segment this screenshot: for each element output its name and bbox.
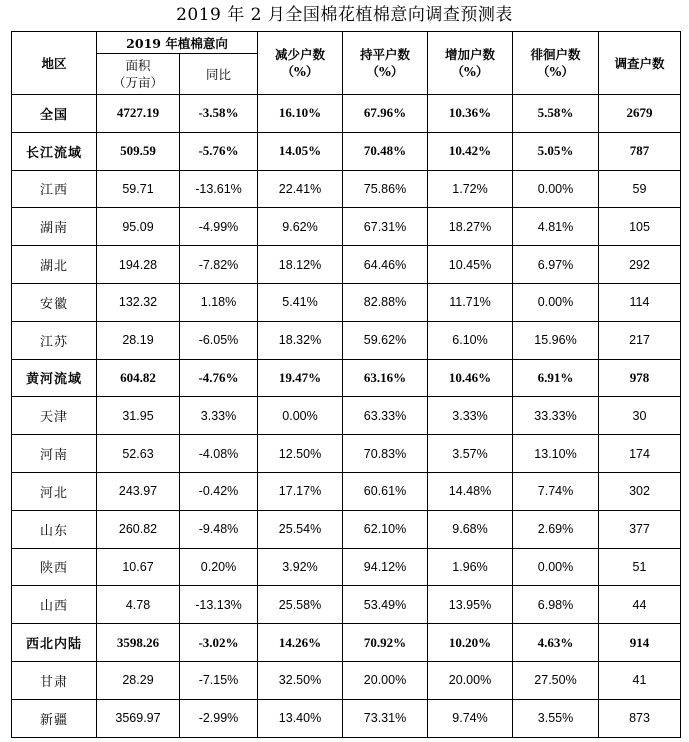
- cell-decrease: 17.17%: [258, 472, 343, 510]
- header-undecided-line2: （%）: [537, 64, 574, 79]
- cell-undecided: 0.00%: [513, 170, 599, 208]
- header-flat-line1: 持平户数: [359, 47, 410, 62]
- table-row: [12, 246, 681, 284]
- cell-flat: 94.12%: [343, 548, 428, 586]
- cell-yoy: 1.18%: [180, 283, 258, 321]
- cell-yoy: -5.76%: [180, 132, 258, 170]
- cell-undecided: 27.50%: [513, 661, 599, 699]
- cell-yoy: -2.99%: [180, 699, 258, 737]
- cell-increase: 10.45%: [428, 246, 513, 284]
- header-undecided-line1: 徘徊户数: [530, 47, 581, 62]
- cell-yoy: -6.05%: [180, 321, 258, 359]
- cell-yoy: -4.08%: [180, 435, 258, 473]
- cell-surveyed: 2679: [599, 95, 681, 133]
- cell-increase: 10.42%: [428, 132, 513, 170]
- cell-decrease: 14.05%: [258, 132, 343, 170]
- cell-increase: 6.10%: [428, 321, 513, 359]
- header-decrease: [258, 32, 343, 95]
- cell-yoy: 0.20%: [180, 548, 258, 586]
- header-flat: [343, 32, 428, 95]
- cell-yoy: 3.33%: [180, 397, 258, 435]
- cell-increase: 1.96%: [428, 548, 513, 586]
- cell-yoy: -13.61%: [180, 170, 258, 208]
- cell-surveyed: 59: [599, 170, 681, 208]
- cell-undecided: 5.05%: [513, 132, 599, 170]
- cell-region: 长江流域: [12, 132, 97, 170]
- header-increase: [428, 32, 513, 95]
- table-row: [12, 208, 681, 246]
- cell-increase: 10.20%: [428, 624, 513, 662]
- cell-area: 28.29: [97, 661, 180, 699]
- cell-yoy: -0.42%: [180, 472, 258, 510]
- cell-undecided: 6.91%: [513, 359, 599, 397]
- header-decrease-line2: （%）: [281, 64, 319, 79]
- cell-surveyed: 114: [599, 283, 681, 321]
- cell-undecided: 6.97%: [513, 246, 599, 284]
- cell-flat: 70.92%: [343, 624, 428, 662]
- header-yoy: [180, 54, 258, 95]
- cell-decrease: 25.54%: [258, 510, 343, 548]
- cell-yoy: -9.48%: [180, 510, 258, 548]
- cell-region: 湖南: [12, 208, 97, 246]
- cell-decrease: 18.12%: [258, 246, 343, 284]
- cell-region: 山东: [12, 510, 97, 548]
- cell-area: 509.59: [97, 132, 180, 170]
- table-row: [12, 283, 681, 321]
- header-group-label: 2019 年植棉意向: [126, 35, 228, 51]
- header-surveyed: [599, 32, 681, 95]
- cell-flat: 75.86%: [343, 170, 428, 208]
- cell-flat: 53.49%: [343, 586, 428, 624]
- cell-area: 604.82: [97, 359, 180, 397]
- cell-yoy: -4.76%: [180, 359, 258, 397]
- header-surveyed-label: 调查户数: [614, 56, 665, 71]
- cell-area: 132.32: [97, 283, 180, 321]
- cell-decrease: 18.32%: [258, 321, 343, 359]
- cell-region: 西北内陆: [12, 624, 97, 662]
- cell-increase: 10.46%: [428, 359, 513, 397]
- header-area-line2: （万亩）: [112, 75, 163, 90]
- cell-increase: 18.27%: [428, 208, 513, 246]
- table-row-subtotal: [12, 132, 681, 170]
- cell-area: 10.67: [97, 548, 180, 586]
- header-planting-intention: [97, 32, 258, 54]
- cell-flat: 70.48%: [343, 132, 428, 170]
- cell-area: 28.19: [97, 321, 180, 359]
- cell-increase: 13.95%: [428, 586, 513, 624]
- table-row-subtotal: [12, 359, 681, 397]
- cell-undecided: 3.55%: [513, 699, 599, 737]
- cell-undecided: 33.33%: [513, 397, 599, 435]
- cell-region: 山西: [12, 586, 97, 624]
- cell-flat: 62.10%: [343, 510, 428, 548]
- cell-flat: 63.16%: [343, 359, 428, 397]
- cell-decrease: 14.26%: [258, 624, 343, 662]
- cell-decrease: 16.10%: [258, 95, 343, 133]
- cell-yoy: -7.15%: [180, 661, 258, 699]
- table-row: [12, 321, 681, 359]
- cell-undecided: 4.81%: [513, 208, 599, 246]
- cell-region: 甘肃: [12, 661, 97, 699]
- cell-increase: 20.00%: [428, 661, 513, 699]
- cell-surveyed: 217: [599, 321, 681, 359]
- header-row-1: [12, 32, 681, 54]
- table-row: [12, 170, 681, 208]
- cell-surveyed: 302: [599, 472, 681, 510]
- cell-yoy: -3.58%: [180, 95, 258, 133]
- header-region-label: 地区: [41, 56, 67, 71]
- cell-region: 天津: [12, 397, 97, 435]
- cell-increase: 14.48%: [428, 472, 513, 510]
- header-increase-line2: （%）: [451, 64, 489, 79]
- cell-surveyed: 41: [599, 661, 681, 699]
- cell-surveyed: 44: [599, 586, 681, 624]
- cell-undecided: 0.00%: [513, 283, 599, 321]
- cell-region: 新疆: [12, 699, 97, 737]
- cell-undecided: 5.58%: [513, 95, 599, 133]
- cell-decrease: 25.58%: [258, 586, 343, 624]
- cell-flat: 60.61%: [343, 472, 428, 510]
- cotton-intention-table: [11, 31, 681, 738]
- header-region: [12, 32, 97, 95]
- cell-yoy: -4.99%: [180, 208, 258, 246]
- cell-flat: 70.83%: [343, 435, 428, 473]
- cell-decrease: 3.92%: [258, 548, 343, 586]
- cell-increase: 1.72%: [428, 170, 513, 208]
- table-row: [12, 435, 681, 473]
- table-row: [12, 510, 681, 548]
- cell-region: 黄河流域: [12, 359, 97, 397]
- table-row: [12, 699, 681, 737]
- cell-surveyed: 292: [599, 246, 681, 284]
- cell-surveyed: 914: [599, 624, 681, 662]
- cell-surveyed: 873: [599, 699, 681, 737]
- cell-region: 河南: [12, 435, 97, 473]
- cell-increase: 3.57%: [428, 435, 513, 473]
- cell-undecided: 0.00%: [513, 548, 599, 586]
- cell-flat: 67.96%: [343, 95, 428, 133]
- header-area-line1: 面积: [125, 58, 151, 73]
- table-row: [12, 397, 681, 435]
- cell-surveyed: 30: [599, 397, 681, 435]
- table-body: [12, 95, 681, 738]
- cell-decrease: 5.41%: [258, 283, 343, 321]
- cell-flat: 67.31%: [343, 208, 428, 246]
- cell-area: 260.82: [97, 510, 180, 548]
- cell-undecided: 4.63%: [513, 624, 599, 662]
- cell-undecided: 2.69%: [513, 510, 599, 548]
- header-decrease-line1: 减少户数: [274, 47, 325, 62]
- cell-flat: 73.31%: [343, 699, 428, 737]
- header-area: [97, 54, 180, 95]
- cell-undecided: 15.96%: [513, 321, 599, 359]
- cell-surveyed: 174: [599, 435, 681, 473]
- cell-surveyed: 978: [599, 359, 681, 397]
- cell-flat: 59.62%: [343, 321, 428, 359]
- cell-area: 4727.19: [97, 95, 180, 133]
- cell-yoy: -3.02%: [180, 624, 258, 662]
- cell-surveyed: 105: [599, 208, 681, 246]
- cell-area: 243.97: [97, 472, 180, 510]
- header-yoy-label: 同比: [205, 67, 231, 82]
- cell-area: 3569.97: [97, 699, 180, 737]
- table-row-subtotal: [12, 624, 681, 662]
- table-row: [12, 472, 681, 510]
- header-undecided: [513, 32, 599, 95]
- cell-area: 3598.26: [97, 624, 180, 662]
- cell-increase: 9.68%: [428, 510, 513, 548]
- cell-region: 陕西: [12, 548, 97, 586]
- cell-surveyed: 377: [599, 510, 681, 548]
- cell-flat: 20.00%: [343, 661, 428, 699]
- cell-area: 31.95: [97, 397, 180, 435]
- table-row: [12, 548, 681, 586]
- cell-flat: 63.33%: [343, 397, 428, 435]
- header-flat-line2: （%）: [366, 64, 404, 79]
- cell-surveyed: 787: [599, 132, 681, 170]
- table-row-subtotal: [12, 95, 681, 133]
- cell-decrease: 13.40%: [258, 699, 343, 737]
- table-header: [12, 32, 681, 95]
- cell-area: 194.28: [97, 246, 180, 284]
- cell-area: 4.78: [97, 586, 180, 624]
- cell-region: 湖北: [12, 246, 97, 284]
- table-title: 2019 年 2 月全国棉花植棉意向调查预测表: [176, 5, 513, 25]
- cell-increase: 3.33%: [428, 397, 513, 435]
- table-row: [12, 661, 681, 699]
- cell-increase: 11.71%: [428, 283, 513, 321]
- cell-undecided: 7.74%: [513, 472, 599, 510]
- cell-yoy: -13.13%: [180, 586, 258, 624]
- cell-region: 江苏: [12, 321, 97, 359]
- cell-yoy: -7.82%: [180, 246, 258, 284]
- cell-flat: 64.46%: [343, 246, 428, 284]
- cell-region: 安徽: [12, 283, 97, 321]
- table-row: [12, 586, 681, 624]
- cell-decrease: 19.47%: [258, 359, 343, 397]
- cell-decrease: 0.00%: [258, 397, 343, 435]
- cell-decrease: 32.50%: [258, 661, 343, 699]
- cell-undecided: 6.98%: [513, 586, 599, 624]
- cell-decrease: 22.41%: [258, 170, 343, 208]
- cell-flat: 82.88%: [343, 283, 428, 321]
- header-increase-line1: 增加户数: [444, 47, 495, 62]
- cell-area: 59.71: [97, 170, 180, 208]
- cell-increase: 9.74%: [428, 699, 513, 737]
- cell-region: 河北: [12, 472, 97, 510]
- cell-undecided: 13.10%: [513, 435, 599, 473]
- cell-decrease: 12.50%: [258, 435, 343, 473]
- cell-area: 52.63: [97, 435, 180, 473]
- cell-region: 江西: [12, 170, 97, 208]
- cell-decrease: 9.62%: [258, 208, 343, 246]
- cell-surveyed: 51: [599, 548, 681, 586]
- cell-area: 95.09: [97, 208, 180, 246]
- cell-region: 全国: [12, 95, 97, 133]
- cell-increase: 10.36%: [428, 95, 513, 133]
